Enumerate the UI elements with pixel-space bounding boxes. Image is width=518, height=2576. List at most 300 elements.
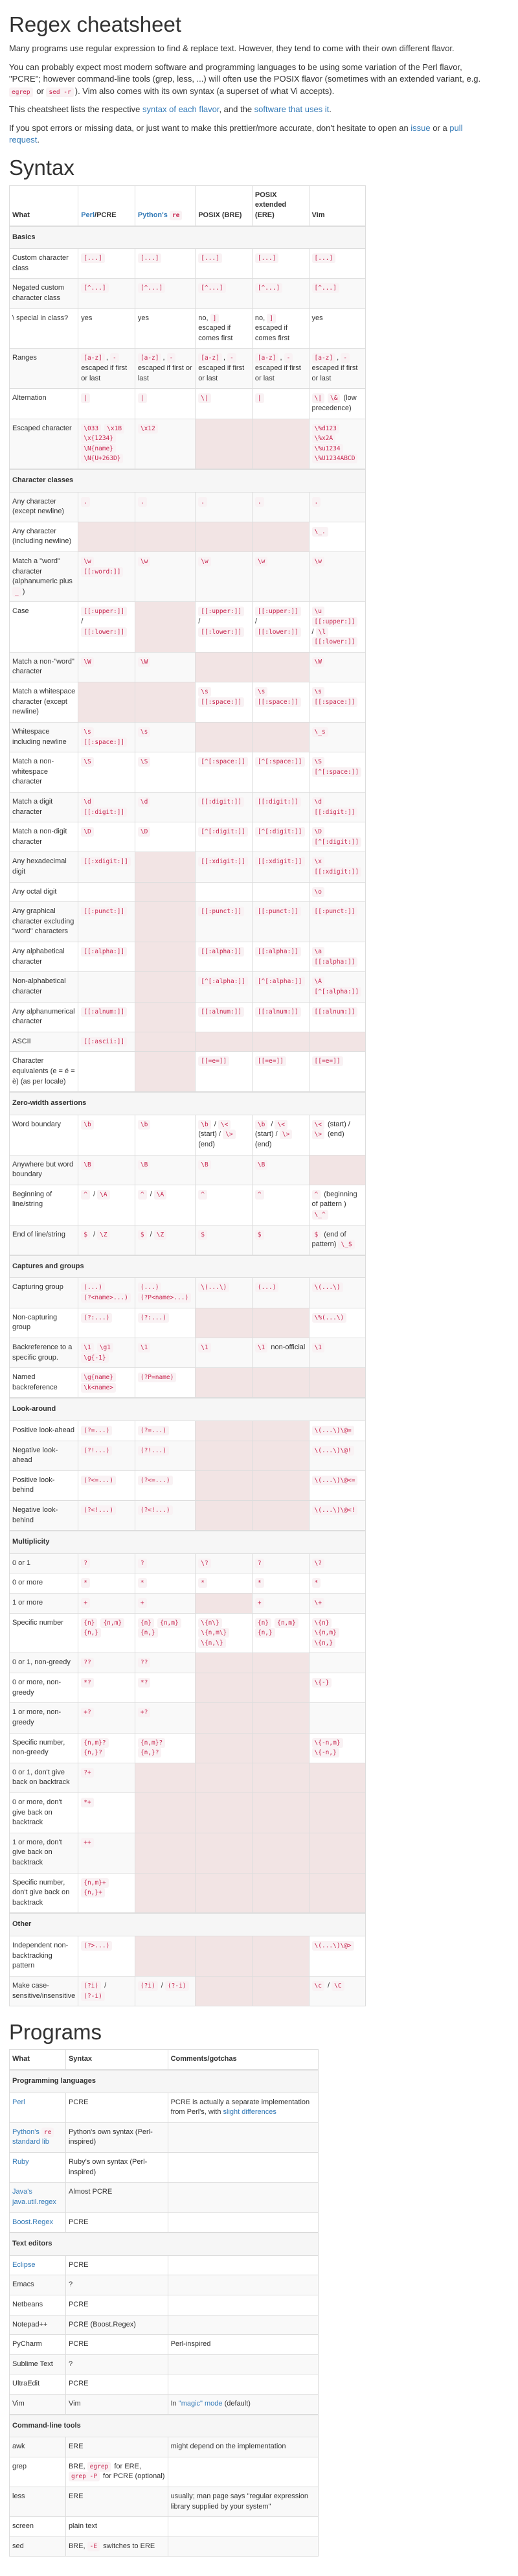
unsupported-cell bbox=[135, 1763, 195, 1793]
code-snippet: {n,}+ bbox=[81, 1888, 105, 1897]
unsupported-cell bbox=[252, 1936, 309, 1977]
code-snippet: \B bbox=[138, 1160, 150, 1170]
link[interactable]: pull request bbox=[9, 122, 463, 145]
syntax-cell bbox=[309, 1308, 366, 1338]
unsupported-cell bbox=[252, 1501, 309, 1531]
code-snippet: [[:xdigit:]] bbox=[81, 857, 131, 866]
program-syntax bbox=[65, 2536, 168, 2557]
syntax-cell bbox=[309, 602, 366, 652]
syntax-cell bbox=[196, 882, 253, 902]
program-syntax bbox=[65, 2437, 168, 2457]
unsupported-cell bbox=[196, 1421, 253, 1441]
code-snippet: [[:ascii:]] bbox=[81, 1037, 127, 1047]
row-label: Non-capturing group bbox=[10, 1308, 78, 1338]
row-label: 0 or more, don't give back on backtrack bbox=[10, 1793, 78, 1833]
syntax-header-row bbox=[10, 185, 366, 226]
text: for PCRE (optional) bbox=[100, 2472, 165, 2481]
unsupported-cell bbox=[135, 882, 195, 902]
unsupported-cell bbox=[252, 1470, 309, 1500]
row-label: Match a non-whitespace character bbox=[10, 752, 78, 793]
code-snippet: [^[:digit:]] bbox=[312, 837, 362, 847]
code-snippet: [[:xdigit:]] bbox=[255, 857, 305, 866]
program-comments bbox=[168, 2183, 318, 2212]
unsupported-cell bbox=[196, 1763, 253, 1793]
text: PCRE (Boost.Regex) bbox=[68, 2320, 136, 2328]
unsupported-cell bbox=[196, 1936, 253, 1977]
syntax-cell bbox=[309, 1703, 366, 1733]
code-snippet: ^ bbox=[138, 1190, 147, 1200]
row-label: 0 or more, non-greedy bbox=[10, 1673, 78, 1703]
code-snippet: \C bbox=[332, 1981, 344, 1991]
code-snippet: (?P<name>...) bbox=[138, 1293, 191, 1303]
code-snippet: ?? bbox=[138, 1658, 150, 1667]
code-snippet: [[:lower:]] bbox=[81, 627, 127, 637]
code-snippet: (...) bbox=[255, 1282, 279, 1292]
text: , bbox=[280, 354, 284, 362]
syntax-cell bbox=[78, 349, 135, 389]
code-snippet: \s bbox=[138, 727, 150, 737]
text: yes bbox=[81, 314, 93, 322]
table-row bbox=[10, 942, 366, 972]
unsupported-cell bbox=[252, 1703, 309, 1733]
program-name bbox=[10, 2487, 66, 2517]
code-snippet: . bbox=[198, 497, 207, 507]
link[interactable]: Java's java.util.regex bbox=[12, 2188, 56, 2206]
code-snippet: [[:alpha:]] bbox=[81, 947, 127, 957]
text: , bbox=[337, 354, 341, 362]
unsupported-cell bbox=[196, 1441, 253, 1470]
text: / bbox=[148, 1230, 154, 1238]
text: no, bbox=[198, 314, 210, 322]
code-snippet: - bbox=[341, 353, 350, 363]
syntax-cell bbox=[252, 602, 309, 652]
program-syntax bbox=[65, 2153, 168, 2183]
code-snippet: \1 bbox=[312, 1343, 324, 1352]
code-snippet: \> bbox=[312, 1130, 324, 1139]
code-snippet: \B bbox=[198, 1160, 210, 1170]
syntax-cell bbox=[309, 1501, 366, 1531]
link[interactable]: syntax of each flavor bbox=[142, 104, 220, 115]
code-snippet: \> bbox=[280, 1130, 292, 1139]
table-row bbox=[10, 492, 366, 522]
unsupported-cell bbox=[252, 1421, 309, 1441]
code-snippet: [[:space:]] bbox=[255, 697, 301, 707]
code-snippet: ^ bbox=[198, 1190, 207, 1200]
row-label: 0 or 1, don't give back on backtrack bbox=[10, 1763, 78, 1793]
section-row bbox=[10, 2415, 319, 2437]
code-snippet: $ bbox=[81, 1230, 90, 1240]
syntax-cell bbox=[78, 1225, 135, 1255]
row-label: Beginning of line/string bbox=[10, 1185, 78, 1225]
syntax-cell bbox=[252, 349, 309, 389]
code-snippet: [[:upper:]] bbox=[81, 607, 127, 616]
table-row bbox=[10, 1673, 366, 1703]
code-snippet: (?<=...) bbox=[138, 1476, 173, 1485]
syntax-cell bbox=[78, 792, 135, 822]
code-snippet: \a bbox=[312, 947, 324, 957]
table-row bbox=[10, 2093, 319, 2122]
table-row bbox=[10, 1155, 366, 1185]
table-row bbox=[10, 419, 366, 469]
row-label: Backreference to a specific group. bbox=[10, 1338, 78, 1367]
code-snippet: \(...\)\@<! bbox=[312, 1505, 358, 1515]
code-snippet: | bbox=[81, 393, 90, 403]
unsupported-cell bbox=[252, 1653, 309, 1673]
syntax-cell bbox=[196, 1278, 253, 1308]
code-snippet: \& bbox=[328, 393, 340, 403]
syntax-cell bbox=[196, 1573, 253, 1594]
code-snippet: \x1B bbox=[104, 424, 124, 434]
text: Match a "word" character (alphanumeric plus bbox=[12, 557, 73, 586]
link[interactable]: Python's bbox=[137, 211, 170, 219]
syntax-cell bbox=[252, 792, 309, 822]
syntax-cell bbox=[135, 1278, 195, 1308]
programs-table-body bbox=[10, 2070, 319, 2557]
text: PyCharm bbox=[12, 2340, 42, 2349]
header-perl-pcre bbox=[78, 185, 135, 226]
row-label: Specific number, non-greedy bbox=[10, 1733, 78, 1763]
text: ) bbox=[22, 587, 25, 596]
text: (default) bbox=[222, 2399, 251, 2408]
program-syntax bbox=[65, 2212, 168, 2233]
row-label: Character equivalents (e = é = è) (as per locale) bbox=[10, 1052, 78, 1092]
syntax-cell bbox=[78, 1703, 135, 1733]
row-label: 0 or 1, non-greedy bbox=[10, 1653, 78, 1673]
program-name bbox=[10, 2275, 66, 2295]
syntax-cell bbox=[78, 249, 135, 279]
text: / bbox=[102, 1981, 107, 1990]
text: Ruby's own syntax (Perl-inspired) bbox=[68, 2158, 148, 2176]
syntax-cell bbox=[309, 822, 366, 852]
table-row bbox=[10, 1338, 366, 1367]
code-snippet: [...] bbox=[138, 253, 162, 263]
syntax-cell bbox=[135, 1613, 195, 1653]
unsupported-cell bbox=[252, 1833, 309, 1873]
row-label: Positive look-ahead bbox=[10, 1421, 78, 1441]
program-syntax bbox=[65, 2093, 168, 2122]
syntax-cell bbox=[78, 1470, 135, 1500]
syntax-cell bbox=[309, 1225, 366, 1255]
syntax-cell bbox=[135, 552, 195, 602]
syntax-cell bbox=[252, 1553, 309, 1573]
syntax-cell bbox=[196, 1115, 253, 1155]
unsupported-cell bbox=[78, 522, 135, 551]
link[interactable]: Perl bbox=[81, 211, 95, 219]
code-snippet: . bbox=[138, 497, 147, 507]
syntax-cell bbox=[309, 1733, 366, 1763]
syntax-cell bbox=[309, 852, 366, 882]
syntax-cell bbox=[196, 972, 253, 1002]
syntax-cell bbox=[196, 1553, 253, 1573]
code-snippet: [[:space:]] bbox=[312, 697, 358, 707]
code-snippet: \D bbox=[312, 827, 324, 837]
syntax-cell bbox=[196, 552, 253, 602]
text: Emacs bbox=[12, 2280, 34, 2289]
row-label: 0 or more bbox=[10, 1573, 78, 1594]
row-label: Anywhere but word boundary bbox=[10, 1155, 78, 1185]
text: escaped if comes first bbox=[254, 324, 290, 342]
row-label: Any character (except newline) bbox=[10, 492, 78, 522]
table-row bbox=[10, 1936, 366, 1977]
code-snippet: \b bbox=[255, 1120, 267, 1130]
code-snippet: \b bbox=[81, 1120, 93, 1130]
code-snippet: - bbox=[110, 353, 119, 363]
syntax-cell bbox=[135, 1308, 195, 1338]
syntax-cell bbox=[78, 852, 135, 882]
code-snippet: \W bbox=[138, 657, 150, 667]
code-snippet: \B bbox=[81, 1160, 93, 1170]
text: UltraEdit bbox=[12, 2380, 40, 2388]
code-snippet: [[:upper:]] bbox=[198, 607, 244, 616]
link[interactable]: software that uses it bbox=[254, 104, 330, 115]
table-row bbox=[10, 1308, 366, 1338]
syntax-cell bbox=[309, 1976, 366, 2006]
program-name bbox=[10, 2153, 66, 2183]
code-snippet: [...] bbox=[255, 253, 279, 263]
code-snippet: [a-z] bbox=[255, 353, 279, 363]
text: This cheatsheet lists the respective bbox=[9, 104, 142, 115]
text: no, bbox=[254, 314, 267, 322]
program-syntax bbox=[65, 2354, 168, 2374]
table-row bbox=[10, 1733, 366, 1763]
section-title: Look-around bbox=[10, 1398, 366, 1421]
program-name bbox=[10, 2374, 66, 2395]
code-snippet: + bbox=[81, 1598, 90, 1608]
syntax-cell bbox=[135, 1225, 195, 1255]
program-comments bbox=[168, 2275, 318, 2295]
program-comments bbox=[168, 2517, 318, 2537]
code-snippet: [^...] bbox=[255, 283, 282, 293]
code-snippet: \(...\)\@<= bbox=[312, 1476, 358, 1485]
program-comments bbox=[168, 2487, 318, 2517]
code-snippet: egrep bbox=[9, 87, 33, 97]
syntax-cell bbox=[309, 522, 366, 551]
code-snippet: [[:digit:]] bbox=[198, 797, 244, 807]
unsupported-cell bbox=[135, 522, 195, 551]
code-snippet: * bbox=[81, 1578, 90, 1588]
link[interactable]: issue bbox=[411, 122, 431, 133]
syntax-cell bbox=[135, 1115, 195, 1155]
table-row bbox=[10, 1501, 366, 1531]
code-snippet: ^ bbox=[312, 1190, 321, 1200]
syntax-cell bbox=[78, 1155, 135, 1185]
code-snippet: (?-i) bbox=[81, 1991, 105, 2001]
syntax-cell bbox=[309, 279, 366, 308]
code-snippet: (?i) bbox=[81, 1981, 101, 1991]
section-title: Text editors bbox=[10, 2233, 319, 2255]
link[interactable]: Python's bbox=[12, 2128, 41, 2136]
header-what bbox=[10, 185, 78, 226]
table-row bbox=[10, 552, 366, 602]
syntax-cell bbox=[135, 1470, 195, 1500]
program-name bbox=[10, 2183, 66, 2212]
code-snippet: [^[:space:]] bbox=[312, 767, 362, 777]
code-snippet: \%d123 bbox=[312, 424, 339, 434]
text: PCRE is actually a separate implementation from Perl's, with bbox=[170, 2098, 310, 2117]
syntax-cell bbox=[196, 249, 253, 279]
link[interactable]: Perl bbox=[12, 2098, 25, 2106]
section-row bbox=[10, 1531, 366, 1553]
code-snippet: * bbox=[198, 1578, 207, 1588]
code-snippet: [[:alnum:]] bbox=[81, 1007, 127, 1017]
text: Vim bbox=[12, 2399, 25, 2408]
text: (beginning of pattern ) bbox=[311, 1190, 357, 1209]
code-snippet: (?=...) bbox=[138, 1426, 169, 1435]
syntax-cell bbox=[78, 1976, 135, 2006]
syntax-cell bbox=[78, 1733, 135, 1763]
code-snippet: \1 bbox=[81, 1343, 93, 1352]
syntax-table bbox=[9, 185, 366, 2006]
syntax-cell bbox=[309, 492, 366, 522]
unsupported-cell bbox=[196, 1733, 253, 1763]
code-snippet: \x bbox=[312, 857, 324, 866]
code-snippet: [[:xdigit:]] bbox=[312, 867, 362, 877]
syntax-cell bbox=[252, 752, 309, 793]
programs-table bbox=[9, 2049, 319, 2557]
code-snippet: \A bbox=[312, 977, 324, 986]
code-snippet: . bbox=[312, 497, 321, 507]
code-snippet: [[:space:]] bbox=[81, 737, 127, 747]
syntax-cell bbox=[309, 722, 366, 752]
code-snippet: *? bbox=[81, 1678, 93, 1688]
table-row bbox=[10, 602, 366, 652]
syntax-cell bbox=[78, 1613, 135, 1653]
code-snippet: [^[:space:]] bbox=[198, 757, 248, 767]
link[interactable]: standard lib bbox=[12, 2138, 49, 2146]
syntax-cell bbox=[309, 1653, 366, 1673]
table-row bbox=[10, 1573, 366, 1594]
header-comments: Comments/gotchas bbox=[168, 2050, 318, 2070]
section-title: Basics bbox=[10, 226, 366, 249]
unsupported-cell bbox=[252, 419, 309, 469]
unsupported-cell bbox=[196, 1976, 253, 2006]
code-snippet: \_^ bbox=[312, 1210, 328, 1220]
row-label: Word boundary bbox=[10, 1115, 78, 1155]
header-what: What bbox=[10, 2050, 66, 2070]
row-label: Match a whitespace character (except newline) bbox=[10, 682, 78, 723]
section-title: Captures and groups bbox=[10, 1255, 366, 1278]
table-row bbox=[10, 349, 366, 389]
syntax-cell bbox=[252, 1594, 309, 1614]
code-snippet: [^...] bbox=[81, 283, 108, 293]
unsupported-cell bbox=[309, 1155, 366, 1185]
code-snippet: [...] bbox=[81, 253, 105, 263]
row-label: Negative look-ahead bbox=[10, 1441, 78, 1470]
table-row bbox=[10, 1613, 366, 1653]
syntax-cell bbox=[135, 1976, 195, 2006]
syntax-cell bbox=[135, 1338, 195, 1367]
unsupported-cell bbox=[252, 1368, 309, 1398]
text: yes bbox=[311, 314, 323, 322]
code-snippet: \W bbox=[81, 657, 93, 667]
code-snippet: (?<name>...) bbox=[81, 1293, 131, 1303]
table-row bbox=[10, 1421, 366, 1441]
code-snippet: [[:upper:]] bbox=[255, 607, 301, 616]
text: (low precedence) bbox=[311, 394, 357, 412]
text: Perl-inspired bbox=[170, 2340, 211, 2349]
header-python-re bbox=[135, 185, 195, 226]
table-row bbox=[10, 2335, 319, 2355]
syntax-cell bbox=[135, 1421, 195, 1441]
syntax-cell bbox=[135, 249, 195, 279]
link[interactable]: Eclipse bbox=[12, 2260, 36, 2269]
syntax-cell bbox=[78, 1032, 135, 1052]
syntax-cell bbox=[78, 1338, 135, 1367]
code-snippet: [[:punct:]] bbox=[81, 907, 127, 916]
unsupported-cell bbox=[252, 1733, 309, 1763]
section-title: Character classes bbox=[10, 469, 366, 492]
syntax-cell bbox=[78, 722, 135, 752]
code-snippet: \(...\)\@> bbox=[312, 1941, 354, 1951]
table-row bbox=[10, 522, 366, 551]
text: / bbox=[325, 1981, 332, 1990]
program-name bbox=[10, 2437, 66, 2457]
code-snippet: \? bbox=[312, 1559, 324, 1568]
syntax-cell bbox=[252, 972, 309, 1002]
table-row bbox=[10, 1594, 366, 1614]
code-snippet: {n,m}+ bbox=[81, 1878, 108, 1888]
unsupported-cell bbox=[309, 1763, 366, 1793]
syntax-cell bbox=[135, 1553, 195, 1573]
unsupported-cell bbox=[196, 419, 253, 469]
code-snippet: \s bbox=[198, 687, 210, 697]
syntax-cell bbox=[252, 552, 309, 602]
syntax-cell bbox=[135, 389, 195, 419]
syntax-cell bbox=[309, 682, 366, 723]
code-snippet: ? bbox=[255, 1559, 264, 1568]
code-snippet: [[:alpha:]] bbox=[198, 947, 244, 957]
code-snippet: {n,} bbox=[138, 1628, 158, 1638]
code-snippet: (?<!...) bbox=[138, 1505, 173, 1515]
program-comments bbox=[168, 2374, 318, 2395]
code-snippet: sed -r bbox=[46, 87, 73, 97]
syntax-cell bbox=[196, 1052, 253, 1092]
link[interactable]: Boost.Regex bbox=[12, 2218, 53, 2226]
code-snippet: \Z bbox=[154, 1230, 166, 1240]
unsupported-cell bbox=[196, 1470, 253, 1500]
text: sed bbox=[12, 2542, 24, 2550]
program-name bbox=[10, 2354, 66, 2374]
program-name bbox=[10, 2315, 66, 2335]
syntax-cell bbox=[309, 1470, 366, 1500]
link[interactable]: slight differences bbox=[223, 2108, 276, 2117]
table-row bbox=[10, 852, 366, 882]
syntax-cell bbox=[78, 652, 135, 682]
text: non-official bbox=[269, 1343, 306, 1351]
syntax-cell bbox=[135, 1155, 195, 1185]
code-snippet: [[:space:]] bbox=[198, 697, 244, 707]
syntax-cell bbox=[78, 882, 135, 902]
syntax-table-body bbox=[10, 226, 366, 2006]
row-label: Match a non-"word" character bbox=[10, 652, 78, 682]
syntax-cell bbox=[252, 682, 309, 723]
unsupported-cell bbox=[135, 1793, 195, 1833]
code-snippet: ?+ bbox=[81, 1768, 93, 1778]
row-label: Positive look-behind bbox=[10, 1470, 78, 1500]
syntax-cell bbox=[252, 1338, 309, 1367]
header-posix-ere bbox=[252, 185, 309, 226]
syntax-cell bbox=[78, 1052, 135, 1092]
link[interactable]: "magic" mode bbox=[178, 2399, 223, 2408]
syntax-cell bbox=[78, 389, 135, 419]
link[interactable]: Ruby bbox=[12, 2158, 29, 2166]
code-snippet: \(...\) bbox=[312, 1282, 343, 1292]
code-snippet: (...) bbox=[138, 1282, 162, 1292]
syntax-cell bbox=[196, 852, 253, 882]
unsupported-cell bbox=[135, 1002, 195, 1032]
table-row bbox=[10, 1763, 366, 1793]
syntax-cell bbox=[78, 1368, 135, 1398]
